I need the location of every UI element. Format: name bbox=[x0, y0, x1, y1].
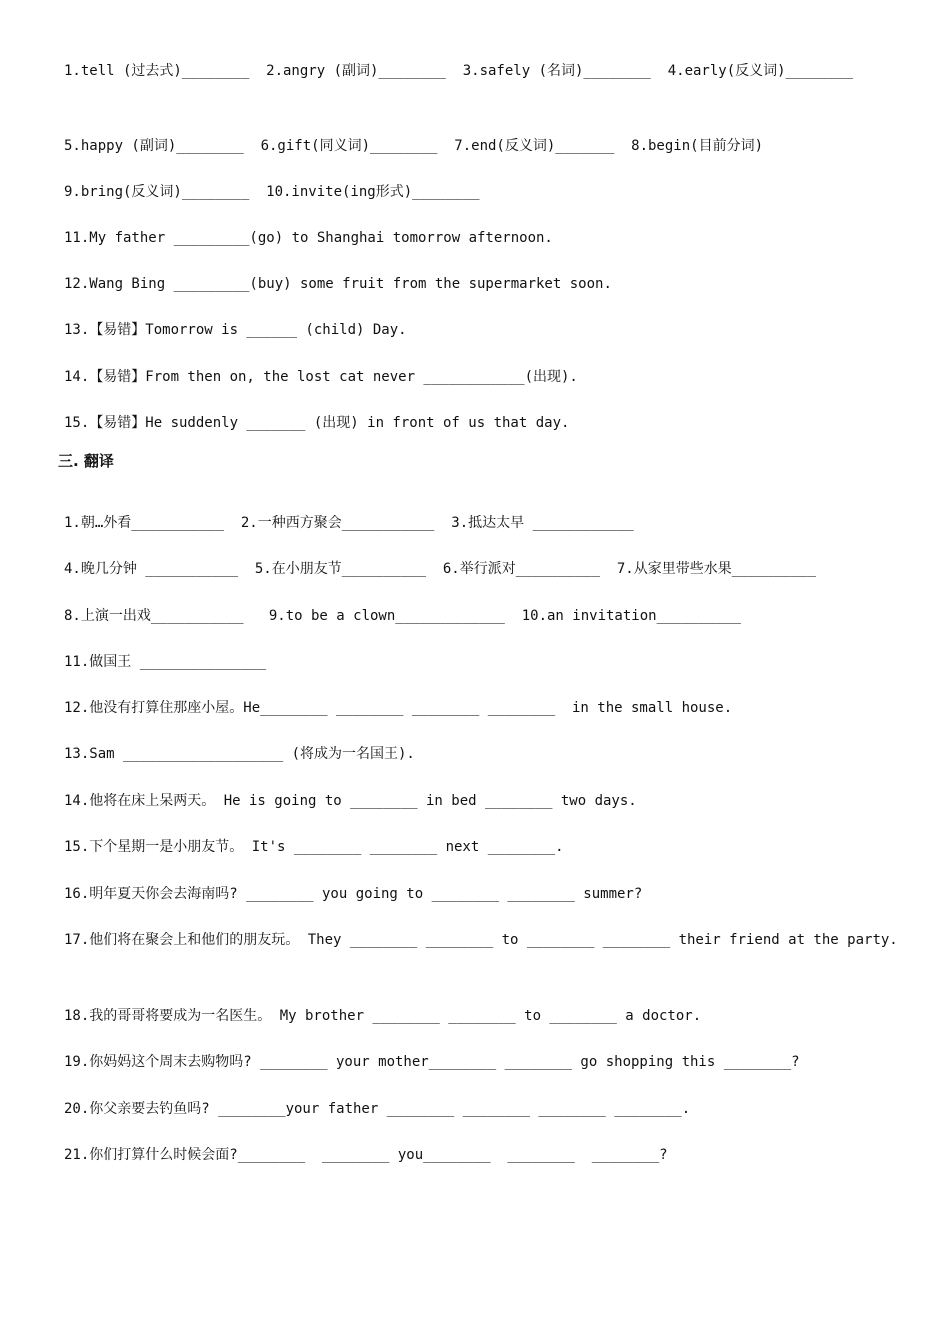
translate-question-16: 16.明年夏天你会去海南吗? ________ you going to ________ ________ summer? bbox=[64, 886, 643, 902]
translate-question-15: 15.下个星期一是小朋友节。 It's ________ ________ next ________. bbox=[64, 839, 564, 855]
translate-question-18: 18.我的哥哥将要成为一名医生。 My brother ________ ________ to ________ a doctor. bbox=[64, 1008, 702, 1024]
vocab-line-2: 5.happy (副词)________ 6.gift(同义词)________ 7.end(反义词)_______ 8.begin(目前分词) bbox=[64, 138, 764, 154]
question-12: 12.Wang Bing _________(buy) some fruit from the supermarket soon. bbox=[64, 276, 612, 292]
translate-question-14: 14.他将在床上呆两天。 He is going to ________ in bed ________ two days. bbox=[64, 793, 637, 809]
question-14: 14.【易错】From then on, the lost cat never ____________(出现). bbox=[64, 369, 578, 385]
translate-question-12: 12.他没有打算住那座小屋。He________ ________ ________ ________ in the small house. bbox=[64, 700, 733, 716]
vocab-line-1: 1.tell (过去式)________ 2.angry (副词)________ 3.safely (名词)________ 4.early(反义词)________ bbox=[64, 63, 854, 79]
question-11: 11.My father _________(go) to Shanghai tomorrow afternoon. bbox=[64, 230, 553, 246]
translate-line-1: 1.朝…外看___________ 2.一种西方聚会___________ 3.抵达太早 ____________ bbox=[64, 515, 634, 531]
vocab-line-3: 9.bring(反义词)________ 10.invite(ing形式)________ bbox=[64, 184, 480, 200]
translate-question-21: 21.你们打算什么时候会面?________ ________ you________ ________ ________? bbox=[64, 1147, 668, 1163]
translate-question-19: 19.你妈妈这个周末去购物吗? ________ your mother________ ________ go shopping this ________? bbox=[64, 1054, 800, 1070]
translate-line-2: 4.晚几分钟 ___________ 5.在小朋友节__________ 6.举行派对__________ 7.从家里带些水果__________ bbox=[64, 561, 817, 577]
translate-question-13: 13.Sam ___________________ (将成为一名国王). bbox=[64, 746, 415, 762]
translate-question-20: 20.你父亲要去钓鱼吗? ________your father ________ ________ ________ ________. bbox=[64, 1101, 691, 1117]
translate-question-11: 11.做国王 _______________ bbox=[64, 654, 267, 670]
question-15: 15.【易错】He suddenly _______ (出现) in front of us that day. bbox=[64, 415, 570, 431]
translate-line-3: 8.上演一出戏___________ 9.to be a clown_____________ 10.an invitation__________ bbox=[64, 608, 741, 624]
section-heading-translation: 三. 翻译 bbox=[58, 452, 114, 470]
translate-question-17: 17.他们将在聚会上和他们的朋友玩。 They ________ ________ to ________ ________ their friend at the party. bbox=[64, 932, 898, 948]
question-13: 13.【易错】Tomorrow is ______ (child) Day. bbox=[64, 322, 407, 338]
